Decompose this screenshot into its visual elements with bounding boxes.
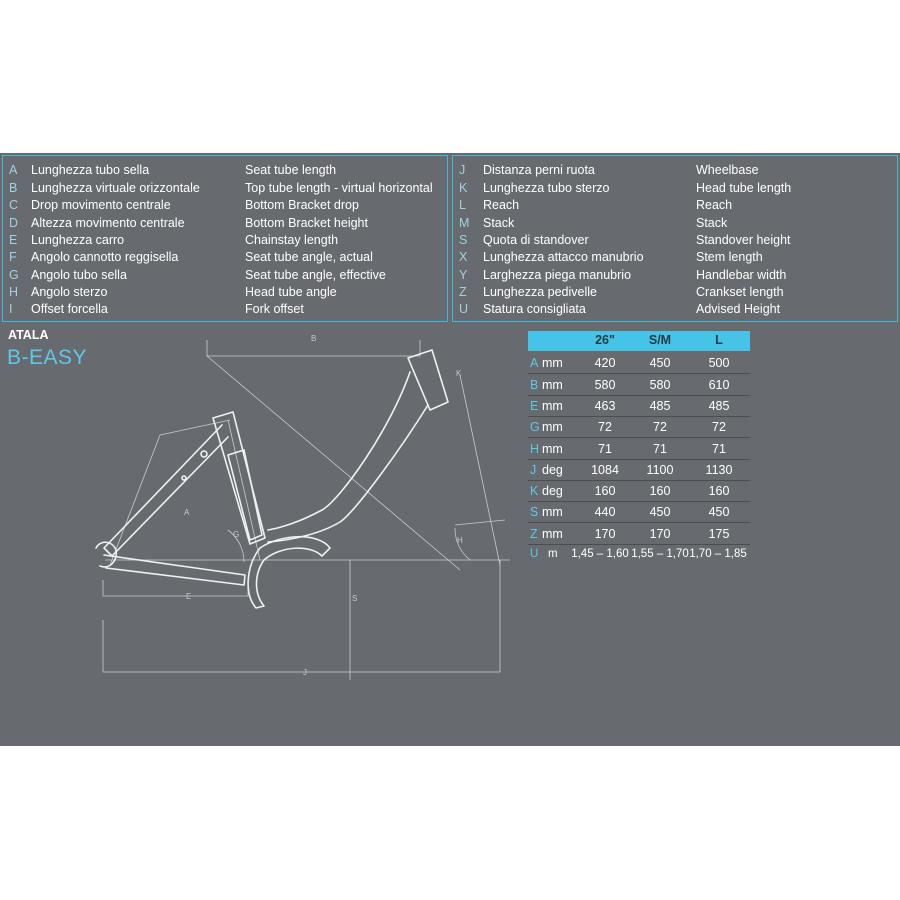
legend-english: Fork offset — [245, 302, 304, 316]
table-row — [528, 523, 750, 545]
row-unit: mm — [542, 505, 563, 519]
cell: 160 — [594, 484, 616, 498]
row-key: U — [530, 548, 539, 560]
legend-english: Seat tube length — [245, 163, 337, 177]
dim-label-a: A — [184, 508, 190, 517]
legend-italian: Drop movimento centrale — [31, 198, 171, 212]
cell: 160 — [708, 484, 730, 498]
row-key: J — [530, 463, 537, 477]
column-header: L — [715, 333, 723, 347]
dimension-k-line — [460, 375, 500, 565]
table-header — [528, 331, 750, 351]
row-key: K — [530, 484, 539, 498]
column-header: S/M — [648, 333, 672, 347]
cell: 71 — [598, 442, 612, 456]
legend-english: Crankset length — [696, 285, 784, 299]
table-row — [528, 544, 750, 565]
cell: 450 — [649, 505, 671, 519]
row-unit: mm — [542, 527, 563, 541]
legend-english: Stack — [696, 216, 728, 230]
legend-italian: Angolo cannotto reggisella — [31, 250, 179, 264]
dim-label-s: S — [352, 594, 358, 603]
legend-english: Chainstay length — [245, 233, 339, 247]
dim-label-e: E — [186, 592, 192, 601]
down-tube-top — [268, 372, 410, 530]
row-key: B — [530, 378, 539, 392]
legend-letter: U — [459, 302, 469, 316]
legend-italian: Reach — [483, 198, 520, 212]
cell: 1100 — [646, 463, 674, 477]
down-tube-bottom — [268, 405, 428, 542]
seat-tube-axis-line — [228, 420, 260, 560]
legend-letter: Z — [459, 285, 467, 299]
legend-italian: Lunghezza tubo sterzo — [483, 181, 610, 195]
cell: 1084 — [591, 463, 619, 477]
cell: 72 — [712, 420, 726, 434]
legend-letter: J — [459, 163, 466, 177]
legend-english: Advised Height — [696, 302, 781, 316]
cell: 463 — [594, 399, 616, 413]
rack-mount — [182, 476, 186, 480]
legend-letter: E — [9, 233, 18, 247]
legend-letter: L — [459, 198, 466, 212]
legend-english: Reach — [696, 198, 733, 212]
legend-letter: D — [9, 216, 19, 230]
legend-left — [2, 155, 448, 322]
legend-italian: Offset forcella — [31, 302, 108, 316]
cell: 500 — [708, 356, 730, 370]
cell: 170 — [649, 527, 671, 541]
legend-english: Bottom Bracket drop — [245, 198, 359, 212]
cell: 440 — [594, 505, 616, 519]
legend-italian: Quota di standover — [483, 233, 589, 247]
legend-letter: C — [9, 198, 19, 212]
table-row — [528, 395, 750, 417]
frame-geometry-diagram — [0, 325, 525, 685]
cell: 485 — [649, 399, 671, 413]
legend-english: Handlebar width — [696, 268, 787, 282]
bottle-mount — [201, 451, 207, 457]
dim-label-j: J — [303, 668, 307, 677]
seat-tube — [213, 412, 265, 544]
legend-letter: K — [459, 181, 468, 195]
table-row — [528, 374, 750, 396]
row-unit: mm — [542, 378, 563, 392]
legend-italian: Stack — [483, 216, 515, 230]
cell: 160 — [649, 484, 671, 498]
legend-english: Head tube length — [696, 181, 792, 195]
model-name: B-EASY — [7, 346, 88, 369]
legend-letter: G — [9, 268, 19, 282]
dim-label-g: G — [233, 530, 240, 539]
dimension-j-line — [103, 560, 500, 672]
dimension-a-line — [110, 435, 160, 565]
cell: 450 — [708, 505, 730, 519]
cell: 170 — [594, 527, 616, 541]
head-angle-construction-line — [207, 356, 460, 570]
row-unit: mm — [542, 356, 563, 370]
legend-letter: S — [459, 233, 468, 247]
legend-right — [452, 155, 898, 322]
row-key: E — [530, 399, 539, 413]
head-angle-ref-line — [455, 520, 505, 525]
legend-letter: H — [9, 285, 19, 299]
legend-english: Seat tube angle, effective — [245, 268, 386, 282]
cell: 580 — [649, 378, 671, 392]
legend-italian: Lunghezza attacco manubrio — [483, 250, 644, 264]
table-row — [528, 352, 750, 374]
legend-letter: X — [459, 250, 468, 264]
cell: 71 — [653, 442, 667, 456]
row-key: G — [530, 420, 540, 434]
cell: 420 — [594, 356, 616, 370]
legend-english: Top tube length - virtual horizontal — [245, 181, 433, 195]
row-unit: mm — [542, 420, 563, 434]
cell: 71 — [712, 442, 726, 456]
cell: 72 — [653, 420, 667, 434]
column-header: 26" — [595, 333, 615, 347]
cell: 175 — [708, 527, 730, 541]
dim-label-h: H — [457, 536, 463, 545]
cell: 450 — [649, 356, 671, 370]
cell: 580 — [594, 378, 616, 392]
row-unit: mm — [542, 442, 563, 456]
head-tube — [408, 350, 448, 410]
row-key: A — [530, 356, 539, 370]
cell: 485 — [708, 399, 730, 413]
cell: 1,55 – 1,70 — [631, 548, 689, 560]
legend-italian: Distanza perni ruota — [483, 163, 595, 177]
cell: 72 — [598, 420, 612, 434]
legend-italian: Lunghezza pedivelle — [483, 285, 597, 299]
row-key: H — [530, 442, 540, 456]
cell: 1130 — [705, 463, 733, 477]
legend-italian: Angolo sterzo — [31, 285, 108, 299]
table-row — [528, 416, 750, 438]
legend-letter: I — [9, 302, 13, 316]
row-key: Z — [530, 527, 538, 541]
legend-italian: Statura consigliata — [483, 302, 586, 316]
legend-letter: Y — [459, 268, 468, 282]
table-row — [528, 438, 750, 460]
legend-letter: M — [459, 216, 470, 230]
table-row — [528, 459, 750, 481]
row-unit: mm — [542, 399, 563, 413]
legend-italian: Altezza movimento centrale — [31, 216, 185, 230]
cell: 610 — [708, 378, 730, 392]
legend-english: Seat tube angle, actual — [245, 250, 373, 264]
cell: 1,70 – 1,85 — [689, 548, 747, 560]
row-key: S — [530, 505, 539, 519]
row-unit: deg — [542, 463, 563, 477]
legend-english: Head tube angle — [245, 285, 337, 299]
row-unit: m — [548, 548, 558, 560]
legend-letter: B — [9, 181, 18, 195]
legend-italian: Lunghezza carro — [31, 233, 125, 247]
row-unit: deg — [542, 484, 563, 498]
legend-italian: Lunghezza tubo sella — [31, 163, 150, 177]
legend-english: Stem length — [696, 250, 763, 264]
dim-label-b: B — [311, 334, 317, 343]
legend-english: Bottom Bracket height — [245, 216, 368, 230]
legend-italian: Lunghezza virtuale orizzontale — [31, 181, 200, 195]
seat-stay — [104, 425, 228, 556]
legend-letter: F — [9, 250, 17, 264]
dim-label-k: K — [456, 369, 462, 378]
legend-italian: Larghezza piega manubrio — [483, 268, 632, 282]
chain-stay — [104, 555, 245, 585]
legend-italian: Angolo tubo sella — [31, 268, 127, 282]
brand-label: ATALA — [8, 328, 49, 342]
legend-letter: A — [9, 163, 18, 177]
legend-english: Standover height — [696, 233, 791, 247]
chainring — [248, 537, 330, 608]
table-row — [528, 501, 750, 523]
table-row — [528, 480, 750, 502]
cell: 1,45 – 1,60 — [571, 548, 629, 560]
legend-english: Wheelbase — [696, 163, 759, 177]
